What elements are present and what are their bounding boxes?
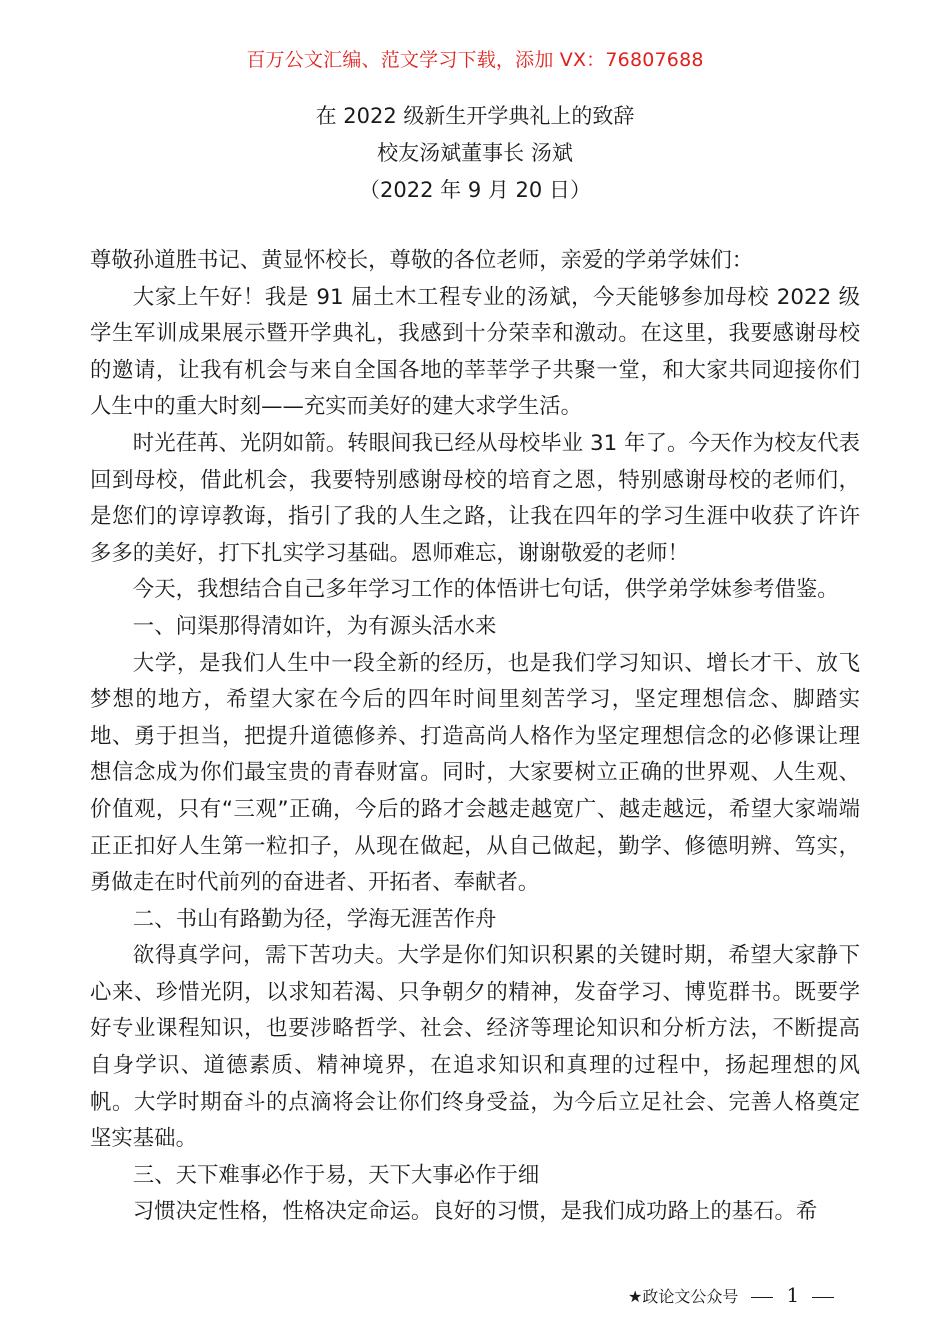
section-heading-1: 一、问渠那得清如许，为有源头活水来 <box>132 613 497 639</box>
speech-title: 在 2022 级新生开学典礼上的致辞 <box>315 104 635 128</box>
body-paragraph: 欲得真学问，需下苦功夫。大学是你们知识积累的关键时期，希望大家静下心来、珍惜光阴，以求知若渴、只争朝夕的精神，发奋学习、博览群书。既要学好专业课程知识，也要涉略哲学、社会、经济等理论知识和分析方法，不断提高自身学识、道德素质、精神境界，在追求知识和真理的过程中，扬起理想的风帆。大学时期奋斗的点滴将会让你们终身受益，为今后立足社会、完善人格奠定坚实基础。 <box>90 943 860 1152</box>
body-paragraph: 时光荏苒、光阴如箭。转眼间我已经从母校毕业 31 年了。今天作为校友代表回到母校，借此机会，我要特别感谢母校的培育之恩，特别感谢母校的老师们，是您们的谆谆教诲，指引了我的人生之路，让我在四年的学习生涯中收获了许许多多的美好，打下扎实学习基础。恩师难忘，谢谢敬爱的老师！ <box>90 430 860 566</box>
body-paragraph: 今天，我想结合自己多年学习工作的体悟讲七句话，供学弟学妹参考借鉴。 <box>132 577 839 603</box>
page-number: 1 <box>786 1283 800 1307</box>
section-heading-3: 三、天下难事必作于易，天下大事必作于细 <box>132 1162 540 1188</box>
body-paragraph: 大学，是我们人生中一段全新的经历，也是我们学习知识、增长才干、放飞梦想的地方，希望大家在今后的四年时间里刻苦学习，坚定理想信念、脚踏实地、勇于担当，把提升道德修养、打造高尚人格作为坚定理想信念的必修课让理想信念成为你们最宝贵的青春财富。同时，大家要树立正确的世界观、人生观、价值观，只有“三观”正确，今后的路才会越走越宽广、越走越远，希望大家端端正正扣好人生第一粒扣子，从现在做起，从自己做起，勤学、修德明辨、笃实，勇做走在时代前列的奋进者、开拓者、奉献者。 <box>90 650 860 896</box>
salutation: 尊敬孙道胜书记、黄显怀校长，尊敬的各位老师，亲爱的学弟学妹们： <box>90 248 754 273</box>
body-paragraph: 大家上午好！我是 91 届土木工程专业的汤斌，今天能够参加母校 2022 级学生军训成果展示暨开学典礼，我感到十分荣幸和激动。在这里，我要感谢母校的邀请，让我有机会与来自全国各地的莘莘学子共聚一堂，和大家共同迎接你们人生中的重大时刻——充实而美好的建大求学生活。 <box>90 284 860 420</box>
speech-date: （2022 年 9 月 20 日） <box>359 178 591 202</box>
page-footer <box>628 1283 842 1309</box>
promo-banner: 百万公文汇编、范文学习下载，添加 VX：76807688 <box>246 49 704 71</box>
title-block <box>0 98 950 209</box>
footer-dash-left <box>751 1297 773 1298</box>
body-paragraph: 习惯决定性格，性格决定命运。良好的习惯，是我们成功路上的基石。希 <box>132 1199 818 1225</box>
speaker-line: 校友汤斌董事长 汤斌 <box>377 141 573 165</box>
section-heading-2: 二、书山有路勤为径，学海无涯苦作舟 <box>132 906 497 932</box>
footer-source: ★政论文公众号 <box>628 1287 739 1306</box>
speech-body <box>90 243 860 1231</box>
footer-dash-right <box>812 1297 834 1298</box>
